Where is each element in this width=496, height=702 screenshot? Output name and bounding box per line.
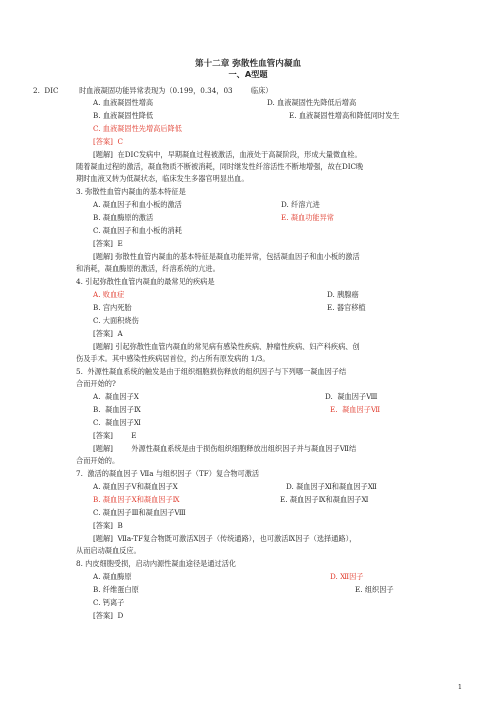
text-line: 7. 激活的凝血因子 Ⅶa 与组织因子（TF）复合物可激活 [76,469,260,478]
text-line: A. 血液凝固性增高 [93,98,154,107]
text-line: [题解] 在DIC发病中，早期凝血过程被激活，血液处于高凝阶段，形成大量微血栓。 [93,150,362,159]
text-line: 3. 弥散性血管内凝血的基本特征是 [76,187,186,196]
text-line: D. 纤溶亢进 [281,200,320,209]
text-line: A. 凝血因子和血小板的激活 [93,200,182,209]
text-line: [答案] E [93,431,137,440]
text-line: E. 器官移植 [327,303,366,312]
text-line: [题解] 引起弥散性血管内凝血的常见病有感染性疾病、肿瘤性疾病、妇产科疾病、创 [93,342,360,351]
text-line: B. 凝血因子Ⅹ和凝血因子Ⅸ [93,495,180,504]
text-line: C. 血液凝固性先增高后降低 [93,124,182,133]
text-line: E. 血液凝固性增高和降低同时发生 [289,111,400,120]
text-line: B. 凝血酶原的激活 [93,213,154,222]
text-line: [答案] C [93,137,124,146]
section-heading: 一、A型题 [228,69,268,79]
text-line: E. 凝血功能异常 [281,213,334,222]
text-line: 伤及手术。其中感染性疾病居首位，约占所有原发病的 1/3。 [76,354,270,363]
text-line: C. 凝血因子Ⅲ和凝血因子Ⅷ [93,508,186,517]
page-number: 1 [457,683,462,691]
text-line: D. Ⅻ因子 [330,572,364,581]
text-line: E. 凝血因子Ⅶ [330,405,381,414]
text-line: [答案] B [93,521,123,530]
text-line: 从而启动凝血反应。 [76,546,141,555]
text-line: 期时血液又转为低凝状态，临床发生多器官明显出血。 [76,174,249,183]
text-line: [题解] Ⅶa-TF复合物既可激活Ⅹ因子（传统通路），也可激活Ⅸ因子（选择通路）， [93,534,357,543]
text-line: C. 大面积烧伤 [93,316,139,325]
chapter-title: 第十二章 弥散性血管内凝血 [194,59,302,69]
text-line: D. 凝血因子Ⅺ和凝血因子Ⅻ [286,482,377,491]
text-line: E. 凝血因子Ⅸ和凝血因子Ⅺ [280,495,369,504]
text-line: 随着凝血过程的激活，凝血物质不断被消耗，同时继发性纤溶活性不断地增强，故在DIC晚 [76,162,364,171]
text-line: 4. 引起弥散性血管内凝血的最常见的疾病是 [76,277,215,286]
text-line: B. 凝血因子Ⅸ [93,405,141,414]
text-line: B. 宫内死胎 [93,303,132,312]
text-line: B. 血液凝固性降低 [93,111,154,120]
text-line: E. 组织因子 [355,585,394,594]
text-line: C. 凝血因子和血小板的消耗 [93,226,182,235]
text-line: A. 凝血酶原 [93,572,132,581]
text-line: 合而开始的。 [76,456,120,465]
text-line: 合而开始的? [76,379,116,388]
text-line: D. 胰腺癌 [327,290,359,299]
text-line: D. 血液凝固性先降低后增高 [267,98,357,107]
text-line: [答案] E [93,239,123,248]
text-line: 2. DIC 时血液凝固功能异常表现为（0.199，0.34，03 临床） [33,86,273,95]
text-line: C. 凝血因子Ⅺ [93,418,141,427]
text-line: 和消耗，凝血酶原的激活，纤溶系统的亢进。 [76,264,220,273]
text-line: C. 钙离子 [93,598,125,607]
text-line: [答案] A [93,329,123,338]
text-line: A. 凝血因子Ⅴ和凝血因子Ⅹ [93,482,178,491]
text-line: D. 凝血因子Ⅷ [325,392,378,401]
text-line: [题解] 弥散性血管内凝血的基本特征是凝血功能异常，包括凝血因子和血小板的激活 [93,252,360,261]
text-line: A. 凝血因子Ⅹ [93,392,139,401]
text-line: [题解] 外源性凝血系统是由于损伤组织细胞释放出组织因子并与凝血因子Ⅶ结 [93,444,357,453]
text-line: [答案] D [93,611,124,620]
text-line: 5. 外源性凝血系统的触发是由于组织细胞损伤释放的组织因子与下列哪一凝血因子结 [76,367,347,376]
text-line: 8. 内皮细胞受损，启动内源性凝血途径是通过活化 [76,559,237,568]
text-line: B. 纤维蛋白原 [93,585,139,594]
text-line: A. 败血症 [93,290,125,299]
